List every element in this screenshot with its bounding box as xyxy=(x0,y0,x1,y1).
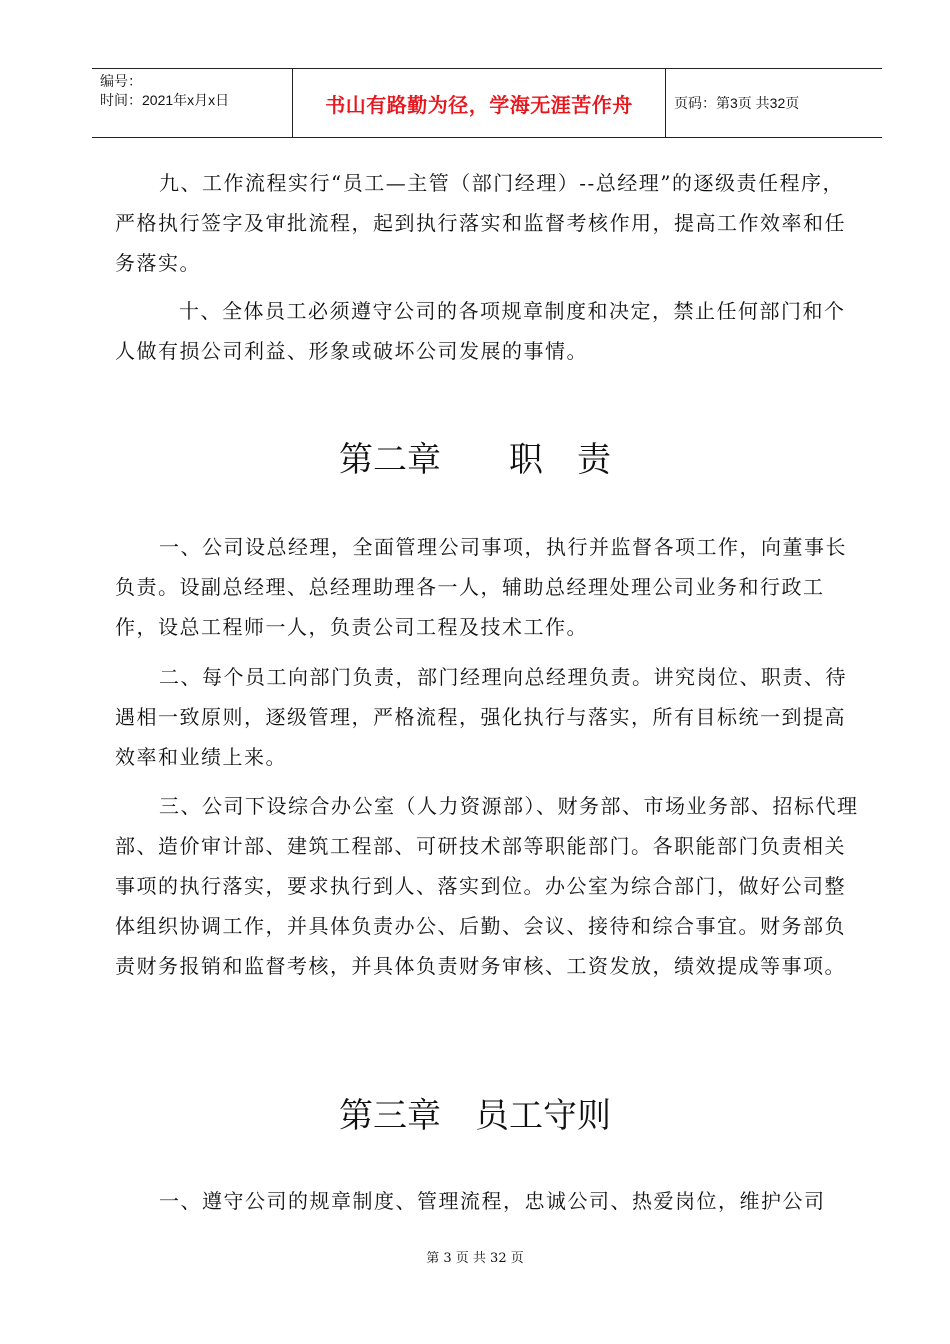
time-label: 时间：2021年x月x日 xyxy=(100,92,230,108)
chapter-two-paragraph-1: 一、公司设总经理，全面管理公司事项，执行并监督各项工作，向董事长负责。设副总经理、总经理助理各一人，辅助总经理处理公司业务和行政工作，设总工程师一人，负责公司工程及技术工作。 xyxy=(115,535,847,639)
chapter-three-title: 第三章 员工守则 xyxy=(339,1096,611,1136)
header-meta xyxy=(92,69,293,137)
number-label: 编号： xyxy=(100,73,142,89)
chapter-three-paragraph-1: 一、遵守公司的规章制度、管理流程，忠诚公司、热爱岗位，维护公司 xyxy=(159,1189,826,1213)
header-motto: 书山有路勤为径，学海无涯苦作舟 xyxy=(325,92,633,117)
page-footer: 第 3 页 共 32 页 xyxy=(426,1251,524,1266)
paragraph-nine: 九、工作流程实行“员工—主管（部门经理）--总经理”的逐级责任程序，严格执行签字及审批流程，起到执行落实和监督考核作用，提高工作效率和任务落实。 xyxy=(115,171,846,275)
chapter-two-title: 第二章 职 责 xyxy=(339,440,611,480)
chapter-two-paragraph-3: 三、公司下设综合办公室（人力资源部）、财务部、市场业务部、招标代理部、造价审计部、建筑工程部、可研技术部等职能部门。各职能部门负责相关事项的执行落实，要求执行到人、落实到位。办公室为综合部门，做好公司整体组织协调工作，并具体负责办公、后勤、会议、接待和综合事宜。财务部负责财务报销和监督考核，并具体负责财务审核、工资发放，绩效提成等事项。 xyxy=(115,794,859,978)
paragraph-ten: 十、全体员工必须遵守公司的各项规章制度和决定，禁止任何部门和个人做有损公司利益、形象或破坏公司发展的事情。 xyxy=(115,299,846,363)
chapter-two-paragraph-2: 二、每个员工向部门负责，部门经理向总经理负责。讲究岗位、职责、待遇相一致原则，逐级管理，严格流程，强化执行与落实，所有目标统一到提高效率和业绩上来。 xyxy=(115,665,847,769)
page-header xyxy=(92,68,882,138)
header-motto-cell xyxy=(293,69,666,137)
header-page-info: 页码：第3页 共32页 xyxy=(674,95,800,111)
